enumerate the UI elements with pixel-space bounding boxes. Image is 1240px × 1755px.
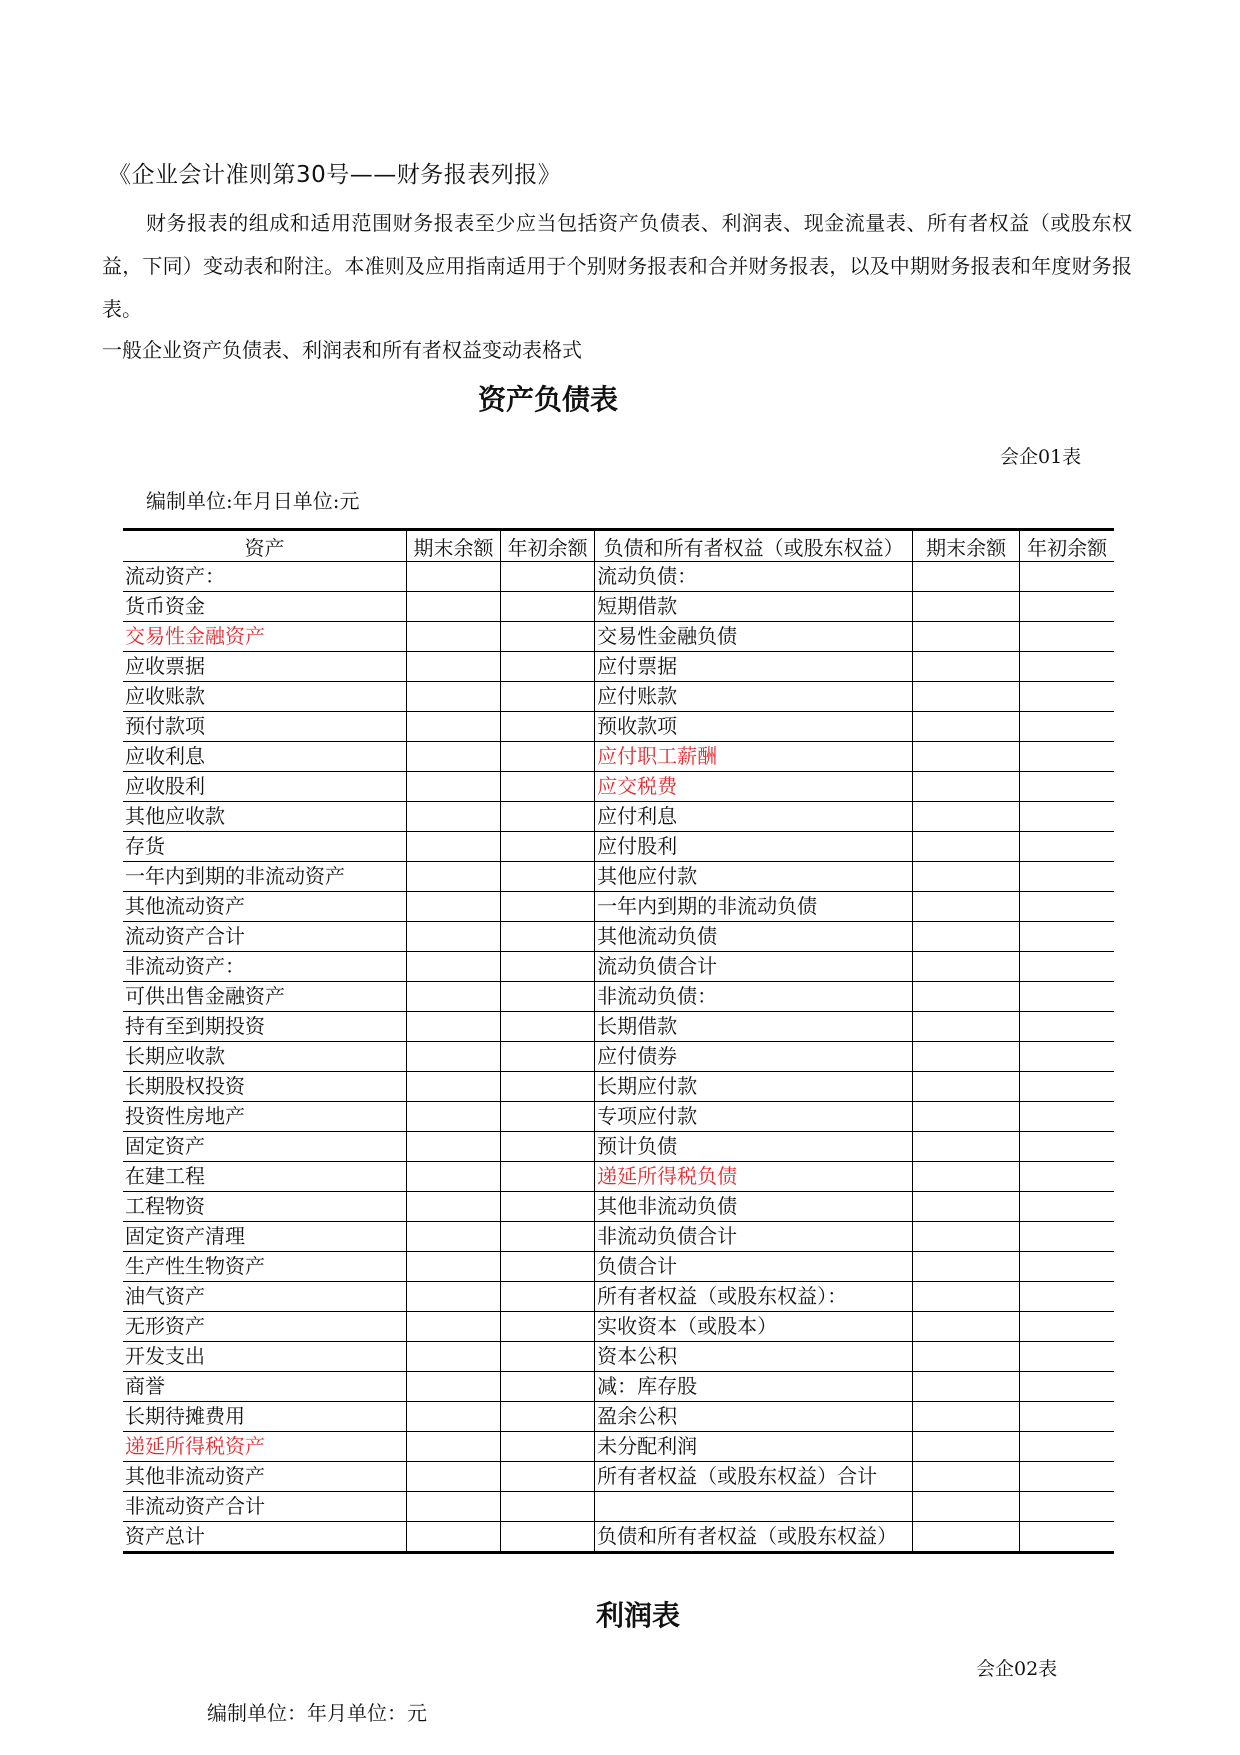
liability-begin-balance-cell (1020, 1192, 1114, 1222)
asset-item-label: 应收股利 (123, 772, 406, 802)
asset-item-label: 无形资产 (123, 1312, 406, 1342)
asset-item-label: 油气资产 (123, 1282, 406, 1312)
liability-item-label: 其他应付款 (595, 862, 913, 892)
liability-item-label (595, 1492, 913, 1522)
table-row (123, 1222, 1114, 1252)
liability-item-label: 交易性金融负债 (595, 622, 913, 652)
liability-end-balance-cell (913, 952, 1020, 982)
asset-end-balance-cell (406, 1522, 500, 1553)
table-row (123, 1102, 1114, 1132)
table-row (123, 1432, 1114, 1462)
liability-item-label: 盈余公积 (595, 1402, 913, 1432)
liability-item-label: 其他非流动负债 (595, 1192, 913, 1222)
asset-end-balance-cell (406, 1192, 500, 1222)
liability-end-balance-cell (913, 1132, 1020, 1162)
table-row (123, 982, 1114, 1012)
asset-begin-balance-cell (501, 1492, 595, 1522)
asset-end-balance-cell (406, 802, 500, 832)
liability-begin-balance-cell (1020, 1432, 1114, 1462)
liability-end-balance-cell (913, 1372, 1020, 1402)
balance-sheet-table (123, 528, 1114, 1554)
table-row (123, 742, 1114, 772)
intro-paragraph: 财务报表的组成和适用范围财务报表至少应当包括资产负债表、利润表、现金流量表、所有者权益（或股东权益，下同）变动表和附注。本准则及应用指南适用于个别财务报表和合并财务报表，以及中期财务报表和年度财务报表。 (102, 211, 1132, 321)
liability-end-balance-cell (913, 682, 1020, 712)
liability-begin-balance-cell (1020, 1162, 1114, 1192)
header-assets: 资产 (123, 530, 406, 562)
asset-item-label: 应收利息 (123, 742, 406, 772)
asset-end-balance-cell (406, 1312, 500, 1342)
asset-begin-balance-cell (501, 592, 595, 622)
asset-item-label: 资产总计 (123, 1522, 406, 1553)
asset-begin-balance-cell (501, 892, 595, 922)
asset-item-label: 其他非流动资产 (123, 1462, 406, 1492)
asset-item-label: 在建工程 (123, 1162, 406, 1192)
asset-item-label: 存货 (123, 832, 406, 862)
asset-end-balance-cell (406, 1252, 500, 1282)
table-row (123, 1042, 1114, 1072)
asset-end-balance-cell (406, 682, 500, 712)
liability-end-balance-cell (913, 1462, 1020, 1492)
asset-begin-balance-cell (501, 952, 595, 982)
liability-begin-balance-cell (1020, 742, 1114, 772)
asset-item-label: 长期待摊费用 (123, 1402, 406, 1432)
liability-item-label: 应付账款 (595, 682, 913, 712)
table-row (123, 712, 1114, 742)
asset-item-label: 流动资产： (123, 562, 406, 592)
asset-begin-balance-cell (501, 1252, 595, 1282)
asset-begin-balance-cell (501, 772, 595, 802)
liability-begin-balance-cell (1020, 562, 1114, 592)
asset-begin-balance-cell (501, 562, 595, 592)
asset-end-balance-cell (406, 712, 500, 742)
liability-item-label: 未分配利润 (595, 1432, 913, 1462)
income-statement-unit-line: 编制单位：年月单位：元 (207, 1701, 427, 1725)
asset-end-balance-cell (406, 1402, 500, 1432)
asset-begin-balance-cell (501, 1312, 595, 1342)
table-row (123, 1282, 1114, 1312)
balance-sheet-title: 资产负债表 (478, 383, 619, 416)
asset-begin-balance-cell (501, 622, 595, 652)
liability-begin-balance-cell (1020, 982, 1114, 1012)
liability-end-balance-cell (913, 1312, 1020, 1342)
asset-begin-balance-cell (501, 1522, 595, 1553)
liability-begin-balance-cell (1020, 1522, 1114, 1553)
asset-item-label: 工程物资 (123, 1192, 406, 1222)
asset-begin-balance-cell (501, 1372, 595, 1402)
liability-end-balance-cell (913, 742, 1020, 772)
liability-begin-balance-cell (1020, 1042, 1114, 1072)
liability-end-balance-cell (913, 562, 1020, 592)
income-statement-code: 会企02表 (976, 1658, 1058, 1680)
liability-end-balance-cell (913, 892, 1020, 922)
liability-begin-balance-cell (1020, 922, 1114, 952)
liability-begin-balance-cell (1020, 1342, 1114, 1372)
table-row (123, 1402, 1114, 1432)
asset-begin-balance-cell (501, 1282, 595, 1312)
liability-item-label: 流动负债： (595, 562, 913, 592)
asset-item-label: 可供出售金融资产 (123, 982, 406, 1012)
asset-begin-balance-cell (501, 982, 595, 1012)
asset-item-label: 持有至到期投资 (123, 1012, 406, 1042)
table-row (123, 802, 1114, 832)
liability-item-label: 所有者权益（或股东权益）： (595, 1282, 913, 1312)
table-row (123, 562, 1114, 592)
table-row (123, 892, 1114, 922)
asset-begin-balance-cell (501, 1222, 595, 1252)
table-row (123, 1162, 1114, 1192)
liability-begin-balance-cell (1020, 592, 1114, 622)
table-row (123, 832, 1114, 862)
asset-end-balance-cell (406, 1102, 500, 1132)
liability-begin-balance-cell (1020, 1492, 1114, 1522)
liability-item-label: 非流动负债合计 (595, 1222, 913, 1252)
document-title: 《企业会计准则第30号——财务报表列报》 (108, 162, 562, 188)
liability-end-balance-cell (913, 1042, 1020, 1072)
asset-end-balance-cell (406, 1372, 500, 1402)
liability-item-label: 实收资本（或股本） (595, 1312, 913, 1342)
liability-begin-balance-cell (1020, 1012, 1114, 1042)
asset-item-label: 应收账款 (123, 682, 406, 712)
liability-end-balance-cell (913, 1102, 1020, 1132)
table-row (123, 862, 1114, 892)
liability-end-balance-cell (913, 922, 1020, 952)
asset-begin-balance-cell (501, 712, 595, 742)
liability-begin-balance-cell (1020, 802, 1114, 832)
asset-begin-balance-cell (501, 1132, 595, 1162)
liability-end-balance-cell (913, 1432, 1020, 1462)
header-asset-begin-balance: 年初余额 (501, 530, 595, 562)
liability-end-balance-cell (913, 712, 1020, 742)
asset-end-balance-cell (406, 1432, 500, 1462)
liability-begin-balance-cell (1020, 1252, 1114, 1282)
liability-end-balance-cell (913, 1342, 1020, 1372)
asset-begin-balance-cell (501, 1102, 595, 1132)
liability-item-label: 长期应付款 (595, 1072, 913, 1102)
liability-item-label: 递延所得税负债 (595, 1162, 913, 1192)
liability-end-balance-cell (913, 982, 1020, 1012)
liability-item-label: 非流动负债： (595, 982, 913, 1012)
asset-item-label: 商誉 (123, 1372, 406, 1402)
asset-item-label: 投资性房地产 (123, 1102, 406, 1132)
asset-end-balance-cell (406, 952, 500, 982)
liability-item-label: 一年内到期的非流动负债 (595, 892, 913, 922)
header-asset-end-balance: 期末余额 (406, 530, 500, 562)
liability-item-label: 流动负债合计 (595, 952, 913, 982)
asset-begin-balance-cell (501, 1402, 595, 1432)
liability-item-label: 应付债券 (595, 1042, 913, 1072)
asset-begin-balance-cell (501, 1192, 595, 1222)
table-row (123, 1192, 1114, 1222)
liability-end-balance-cell (913, 1072, 1020, 1102)
asset-end-balance-cell (406, 1012, 500, 1042)
asset-begin-balance-cell (501, 1462, 595, 1492)
asset-begin-balance-cell (501, 802, 595, 832)
asset-end-balance-cell (406, 652, 500, 682)
asset-item-label: 非流动资产合计 (123, 1492, 406, 1522)
asset-begin-balance-cell (501, 862, 595, 892)
asset-end-balance-cell (406, 622, 500, 652)
table-row (123, 952, 1114, 982)
asset-item-label: 流动资产合计 (123, 922, 406, 952)
asset-end-balance-cell (406, 922, 500, 952)
table-row (123, 1312, 1114, 1342)
balance-sheet-unit-line: 编制单位:年月日单位:元 (146, 489, 360, 513)
table-row (123, 682, 1114, 712)
table-row (123, 1342, 1114, 1372)
table-row (123, 1252, 1114, 1282)
liability-begin-balance-cell (1020, 832, 1114, 862)
liability-end-balance-cell (913, 1192, 1020, 1222)
liability-begin-balance-cell (1020, 772, 1114, 802)
asset-begin-balance-cell (501, 1162, 595, 1192)
liability-item-label: 所有者权益（或股东权益）合计 (595, 1462, 913, 1492)
liability-end-balance-cell (913, 1222, 1020, 1252)
liability-end-balance-cell (913, 652, 1020, 682)
asset-item-label: 非流动资产： (123, 952, 406, 982)
liability-end-balance-cell (913, 1162, 1020, 1192)
asset-end-balance-cell (406, 982, 500, 1012)
table-row (123, 1462, 1114, 1492)
table-row (123, 1072, 1114, 1102)
liability-end-balance-cell (913, 1402, 1020, 1432)
asset-end-balance-cell (406, 1342, 500, 1372)
subheading: 一般企业资产负债表、利润表和所有者权益变动表格式 (102, 338, 582, 362)
asset-item-label: 一年内到期的非流动资产 (123, 862, 406, 892)
asset-end-balance-cell (406, 1462, 500, 1492)
income-statement-title: 利润表 (596, 1599, 681, 1632)
liability-item-label: 专项应付款 (595, 1102, 913, 1132)
asset-end-balance-cell (406, 1162, 500, 1192)
asset-begin-balance-cell (501, 922, 595, 952)
asset-item-label: 长期应收款 (123, 1042, 406, 1072)
liability-end-balance-cell (913, 802, 1020, 832)
asset-end-balance-cell (406, 1042, 500, 1072)
balance-sheet-code: 会企01表 (1000, 446, 1082, 468)
liability-item-label: 负债合计 (595, 1252, 913, 1282)
liability-item-label: 预计负债 (595, 1132, 913, 1162)
header-liab-end-balance: 期末余额 (913, 530, 1020, 562)
asset-item-label: 生产性生物资产 (123, 1252, 406, 1282)
asset-end-balance-cell (406, 1132, 500, 1162)
liability-begin-balance-cell (1020, 892, 1114, 922)
table-row (123, 1522, 1114, 1553)
liability-item-label: 减：库存股 (595, 1372, 913, 1402)
liability-end-balance-cell (913, 622, 1020, 652)
asset-begin-balance-cell (501, 682, 595, 712)
liability-end-balance-cell (913, 1012, 1020, 1042)
liability-begin-balance-cell (1020, 1462, 1114, 1492)
table-header-row (123, 530, 1114, 562)
asset-item-label: 应收票据 (123, 652, 406, 682)
table-row (123, 1492, 1114, 1522)
asset-begin-balance-cell (501, 742, 595, 772)
asset-item-label: 长期股权投资 (123, 1072, 406, 1102)
table-row (123, 922, 1114, 952)
liability-item-label: 其他流动负债 (595, 922, 913, 952)
liability-end-balance-cell (913, 1492, 1020, 1522)
asset-item-label: 其他流动资产 (123, 892, 406, 922)
asset-end-balance-cell (406, 1222, 500, 1252)
liability-item-label: 长期借款 (595, 1012, 913, 1042)
liability-end-balance-cell (913, 1282, 1020, 1312)
liability-item-label: 应付股利 (595, 832, 913, 862)
header-liabilities-equity: 负债和所有者权益（或股东权益） (595, 530, 913, 562)
asset-end-balance-cell (406, 862, 500, 892)
liability-begin-balance-cell (1020, 1132, 1114, 1162)
balance-sheet-body (123, 562, 1114, 1553)
asset-item-label: 预付款项 (123, 712, 406, 742)
table-row (123, 1012, 1114, 1042)
liability-item-label: 资本公积 (595, 1342, 913, 1372)
liability-item-label: 短期借款 (595, 592, 913, 622)
asset-item-label: 货币资金 (123, 592, 406, 622)
asset-end-balance-cell (406, 562, 500, 592)
liability-begin-balance-cell (1020, 682, 1114, 712)
table-row (123, 1132, 1114, 1162)
asset-begin-balance-cell (501, 832, 595, 862)
liability-item-label: 应付职工薪酬 (595, 742, 913, 772)
liability-begin-balance-cell (1020, 1402, 1114, 1432)
liability-item-label: 应付票据 (595, 652, 913, 682)
liability-end-balance-cell (913, 1252, 1020, 1282)
asset-end-balance-cell (406, 1282, 500, 1312)
liability-begin-balance-cell (1020, 1072, 1114, 1102)
asset-end-balance-cell (406, 892, 500, 922)
asset-item-label: 交易性金融资产 (123, 622, 406, 652)
liability-begin-balance-cell (1020, 952, 1114, 982)
asset-item-label: 固定资产清理 (123, 1222, 406, 1252)
liability-begin-balance-cell (1020, 862, 1114, 892)
table-row (123, 652, 1114, 682)
asset-end-balance-cell (406, 1072, 500, 1102)
liability-end-balance-cell (913, 862, 1020, 892)
liability-item-label: 应付利息 (595, 802, 913, 832)
table-row (123, 622, 1114, 652)
table-row (123, 592, 1114, 622)
asset-item-label: 递延所得税资产 (123, 1432, 406, 1462)
liability-item-label: 预收款项 (595, 712, 913, 742)
asset-begin-balance-cell (501, 1072, 595, 1102)
liability-item-label: 负债和所有者权益（或股东权益） (595, 1522, 913, 1553)
asset-item-label: 其他应收款 (123, 802, 406, 832)
asset-end-balance-cell (406, 592, 500, 622)
liability-end-balance-cell (913, 592, 1020, 622)
asset-item-label: 固定资产 (123, 1132, 406, 1162)
table-row (123, 1372, 1114, 1402)
liability-begin-balance-cell (1020, 1282, 1114, 1312)
liability-begin-balance-cell (1020, 1222, 1114, 1252)
liability-begin-balance-cell (1020, 652, 1114, 682)
header-liab-begin-balance: 年初余额 (1020, 530, 1114, 562)
asset-begin-balance-cell (501, 1342, 595, 1372)
asset-begin-balance-cell (501, 1432, 595, 1462)
asset-end-balance-cell (406, 1492, 500, 1522)
liability-begin-balance-cell (1020, 712, 1114, 742)
asset-item-label: 开发支出 (123, 1342, 406, 1372)
liability-end-balance-cell (913, 832, 1020, 862)
asset-begin-balance-cell (501, 652, 595, 682)
asset-begin-balance-cell (501, 1042, 595, 1072)
liability-begin-balance-cell (1020, 1372, 1114, 1402)
liability-begin-balance-cell (1020, 622, 1114, 652)
liability-end-balance-cell (913, 1522, 1020, 1553)
asset-begin-balance-cell (501, 1012, 595, 1042)
asset-end-balance-cell (406, 832, 500, 862)
asset-end-balance-cell (406, 742, 500, 772)
liability-begin-balance-cell (1020, 1102, 1114, 1132)
table-row (123, 772, 1114, 802)
liability-item-label: 应交税费 (595, 772, 913, 802)
liability-end-balance-cell (913, 772, 1020, 802)
asset-end-balance-cell (406, 772, 500, 802)
liability-begin-balance-cell (1020, 1312, 1114, 1342)
